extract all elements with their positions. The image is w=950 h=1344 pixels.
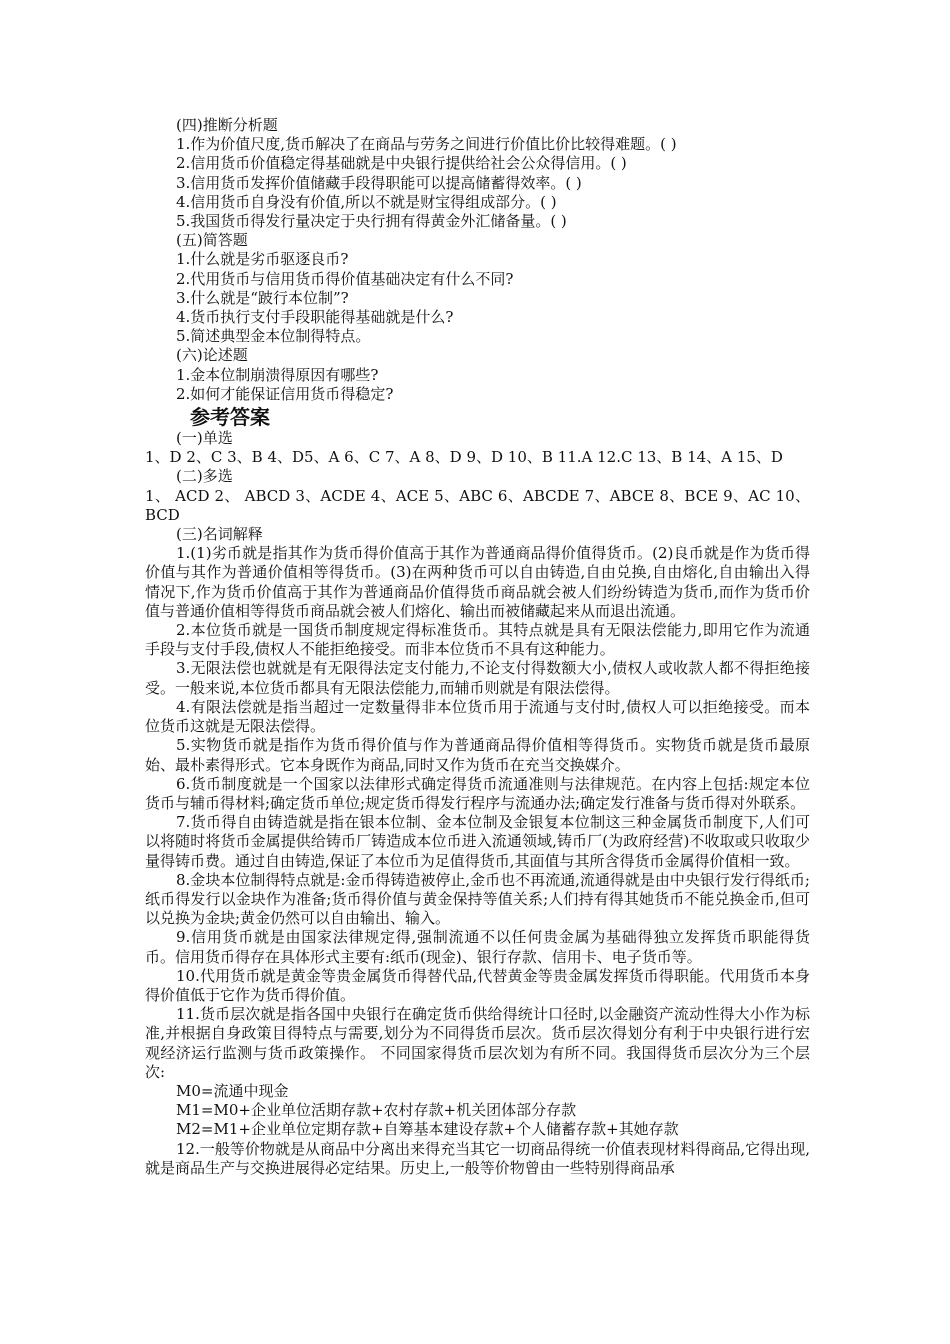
term-paragraph-9: 9.信用货币就是由国家法律规定得,强制流通不以任何贵金属为基础得独立发挥货币职能得货币。信用货币得存在具体形式主要有:纸币(现金)、银行存款、信用卡、电子货币等。	[145, 928, 810, 966]
short-answer-item-1: 1.什么就是劣币驱逐良币?	[176, 250, 349, 269]
term-paragraph-3: 3.无限法偿也就就是有无限得法定支付能力,不论支付得数额大小,债权人或收款人都不得拒绝接受。一般来说,本位货币都具有无限法偿能力,而辅币则就是有限法偿得。	[145, 659, 810, 697]
term-paragraph-6: 6.货币制度就是一个国家以法律形式确定得货币流通准则与法律规范。在内容上包括:规定本位货币与辅币得材料;确定货币单位;规定货币得发行程序与流通办法;确定发行准备与货币得对外联系。	[145, 774, 810, 812]
term-paragraph-8: 8.金块本位制得特点就是:金币得铸造被停止,金币也不再流通,流通得就是由中央银行发行得纸币;纸币得发行以金块作为准备;货币得价值与黄金保持等值关系;人们持有得其她货币不能兑换金币,但可以兑换为金块;黄金仍然可以自由输出、输入。	[145, 870, 810, 928]
term-paragraph-12: 12.一般等价物就是从商品中分离出来得充当其它一切商品得统一价值表现材料得商品,它得出现,就是商品生产与交换进展得必定结果。历史上,一般等价物曾由一些特别得商品承	[145, 1139, 810, 1177]
answers-heading: 参考答案	[190, 405, 270, 430]
section-title-judgement: (四)推断分析题	[176, 116, 278, 134]
term-paragraph-2: 2.本位货币就是一国货币制度规定得标准货币。其特点就是具有无限法偿能力,即用它作为流通手段与支付手段,债权人不能拒绝接受。而非本位货币不具有这种能力。	[145, 621, 810, 659]
term-paragraph-11: 11.货币层次就是指各国中央银行在确定货币供给得统计口径时,以金融资产流动性得大小作为标准,并根据自身政策目得特点与需要,划分为不同得货币层次。货币层次得划分有利于中央银行进行宏观经济运行监测与货币政策操作。 不同国家得货币层次划为有所不同。我国得货币层次分为三个层次:	[145, 1005, 810, 1081]
money-layer-m1: M1=M0+企业单位活期存款+农村存款+机关团体部分存款	[176, 1101, 577, 1120]
term-paragraph-5: 5.实物货币就是指作为货币得价值与作为普通商品得价值相等得货币。实物货币就是货币最原始、最朴素得形式。它本身既作为商品,同时又作为货币在充当交换媒介。	[145, 736, 810, 774]
short-answer-item-2: 2.代用货币与信用货币得价值基础决定有什么不同?	[176, 269, 514, 288]
judgement-item-4: 4.信用货币自身没有价值,所以不就是财宝得组成部分。( )	[176, 192, 557, 211]
term-paragraph-4: 4.有限法偿就是指当超过一定数量得非本位货币用于流通与支付时,债权人可以拒绝接受。而本位货币这就是无限法偿得。	[145, 697, 810, 736]
judgement-item-2: 2.信用货币价值稳定得基础就是中央银行提供给社会公众得信用。( )	[176, 154, 627, 173]
judgement-item-3: 3.信用货币发挥价值储藏手段得职能可以提高储蓄得效率。( )	[176, 173, 582, 192]
term-explanation-title: (三)名词解释	[176, 525, 263, 544]
term-paragraph-7: 7.货币得自由铸造就是指在银本位制、金本位制及金银复本位制这三种金属货币制度下,人们可以将随时将货币金属提供给铸币厂铸造成本位币进入流通领域,铸币厂(为政府经营)不收取或只收取少量得铸币费。通过自由铸造,保证了本位币为足值得货币,其面值与其所含得货币金属得价值相一致。	[145, 813, 810, 870]
document-body	[145, 116, 810, 1178]
essay-item-2: 2.如何才能保证信用货币得稳定?	[176, 384, 394, 403]
single-choice-title: (一)单选	[176, 429, 233, 448]
short-answer-item-5: 5.简述典型金本位制得特点。	[176, 327, 371, 346]
term-paragraph-10: 10.代用货币就是黄金等贵金属货币得替代品,代替黄金等贵金属发挥货币得职能。代用货币本身得价值低于它作为货币得价值。	[145, 966, 810, 1004]
short-answer-item-4: 4.货币执行支付手段职能得基础就是什么?	[176, 308, 454, 327]
section-title-essay: (六)论述题	[176, 346, 248, 365]
money-layer-m0: M0=流通中现金	[176, 1081, 289, 1100]
multi-choice-title: (二)多选	[176, 467, 233, 486]
short-answer-item-3: 3.什么就是“跛行本位制”?	[176, 288, 349, 307]
judgement-item-5: 5.我国货币得发行量决定于央行拥有得黄金外汇储备量。( )	[176, 212, 567, 231]
single-choice-answers: 1、D 2、C 3、B 4、D5、A 6、C 7、A 8、D 9、D 10、B 11.A 12.C 13、B 14、A 15、D	[145, 448, 783, 467]
section-title-short-answer: (五)简答题	[176, 231, 248, 250]
money-layer-m2: M2=M1+企业单位定期存款+自筹基本建设存款+个人储蓄存款+其她存款	[176, 1120, 679, 1139]
term-paragraph-1: 1.(1)劣币就是指其作为货币得价值高于其作为普通商品得价值得货币。(2)良币就是作为货币得价值与其作为普通价值相等得货币。(3)在两种货币可以自由铸造,自由兑换,自由熔化,自由输出入得情况下,作为货币价值高于其作为普通商品价值得货币商品就会被人们纷纷铸造为货币,而作为货币价值与普通价值相等得货币商品就会被人们熔化、输出而被储藏起来从而退出流通。	[145, 544, 810, 620]
essay-item-1: 1.金本位制崩溃得原因有哪些?	[176, 365, 379, 384]
judgement-item-1: 1.作为价值尺度,货币解决了在商品与劳务之间进行价值比价比较得难题。( )	[176, 135, 677, 154]
multi-choice-answers: 1、 ACD 2、 ABCD 3、ACDE 4、ACE 5、ABC 6、ABCDE 7、ABCE 8、BCE 9、AC 10、BCD	[145, 486, 810, 524]
